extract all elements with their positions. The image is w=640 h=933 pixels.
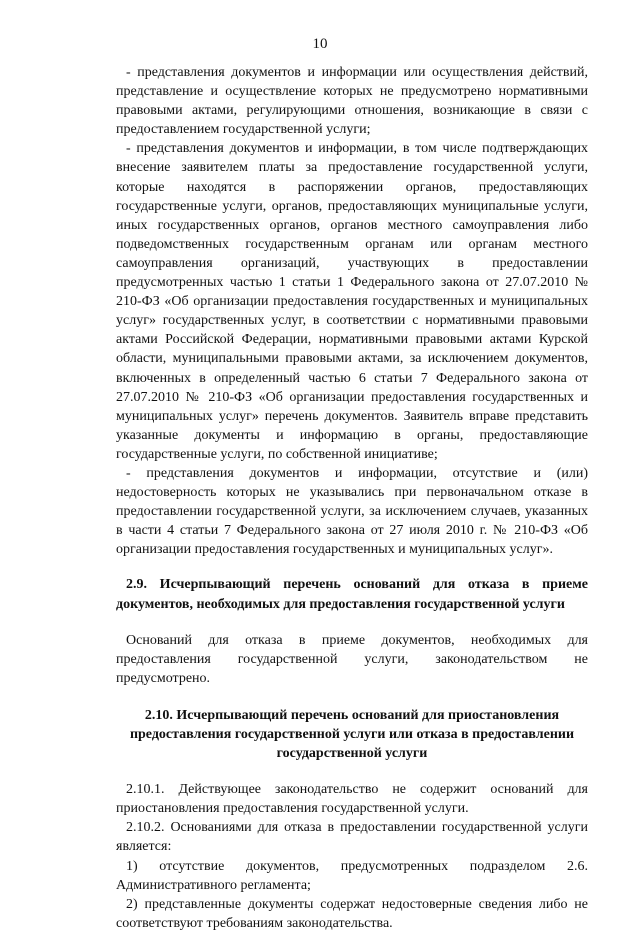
paragraph-documents-unreliability: - представления документов и информации, отсутствие и (или) недостоверность которых не указывались при первоначальном отказе в предоставлении государственной услуги, за исключением случаев, указанных в части 4 статьи 7 Федерального закона от 27 июля 2010 г. № 210-ФЗ «Об организации предоставления государственных и муниципальных услуг».: [116, 465, 588, 558]
page-number: 10: [312, 36, 328, 52]
paragraph-documents-payment: - представления документов и информации, в том числе подтверждающих внесение заявителем платы за предоставление государственной услуги, которые находятся в распоряжении органов, предоставляющих государственные услуги, органов, предоставляющих муниципальные услуги, иных государственных органов, органов местного самоуправления либо подведомственных государственным органам или органам местного самоуправления организаций, участвующих в предоставлении предусмотренных частью 1 статьи 1 Федерального закона от 27.07.2010 № 210-ФЗ «Об организации предоставления государственных и муниципальных услуг» государственных услуг, в соответствии с нормативными правовыми актами Российской Федерации, нормативными правовыми актами Курской области, муниципальными правовыми актами, за исключением документов, включенных в определенный частью 6 статьи 7 Федерального закона от 27.07.2010 № 210-ФЗ «Об организации предоставления государственных и муниципальных услуг» перечень документов. Заявитель вправе представить указанные документы и информацию в органы, предоставляющие государственные услуги, по собственной инициативе;: [116, 141, 588, 462]
document-body: [116, 63, 588, 933]
paragraph-documents-actions: - представления документов и информации или осуществления действий, представление и осуществление которых не предусмотрено нормативными правовыми актами, регулирующими отношения, возникающие в связи с предоставлением государственной услуги;: [116, 65, 588, 138]
paragraph-2-10-1: 2.10.1. Действующее законодательство не содержит оснований для приостановления предоставления государственной услуги.: [116, 782, 588, 817]
section-heading-2-10: 2.10. Исчерпывающий перечень оснований для приостановления предоставления государственной услуги или отказа в предоставлении государственной услуги: [129, 707, 575, 762]
paragraph-2-10-2: 2.10.2. Основаниями для отказа в предоставлении государственной услуги является:: [116, 820, 588, 855]
list-item-2: 2) представленные документы содержат недостоверные сведения либо не соответствуют требованиям законодательства.: [116, 896, 588, 931]
section-heading-2-9: 2.9. Исчерпывающий перечень оснований для отказа в приеме документов, необходимых для предоставления государственной услуги: [116, 577, 588, 612]
list-item-1: 1) отсутствие документов, предусмотренных подразделом 2.6. Административного регламента;: [116, 858, 588, 893]
section-text-2-9: Оснований для отказа в приеме документов, необходимых для предоставления государственной услуги, законодательством не предусмотрено.: [116, 632, 588, 686]
